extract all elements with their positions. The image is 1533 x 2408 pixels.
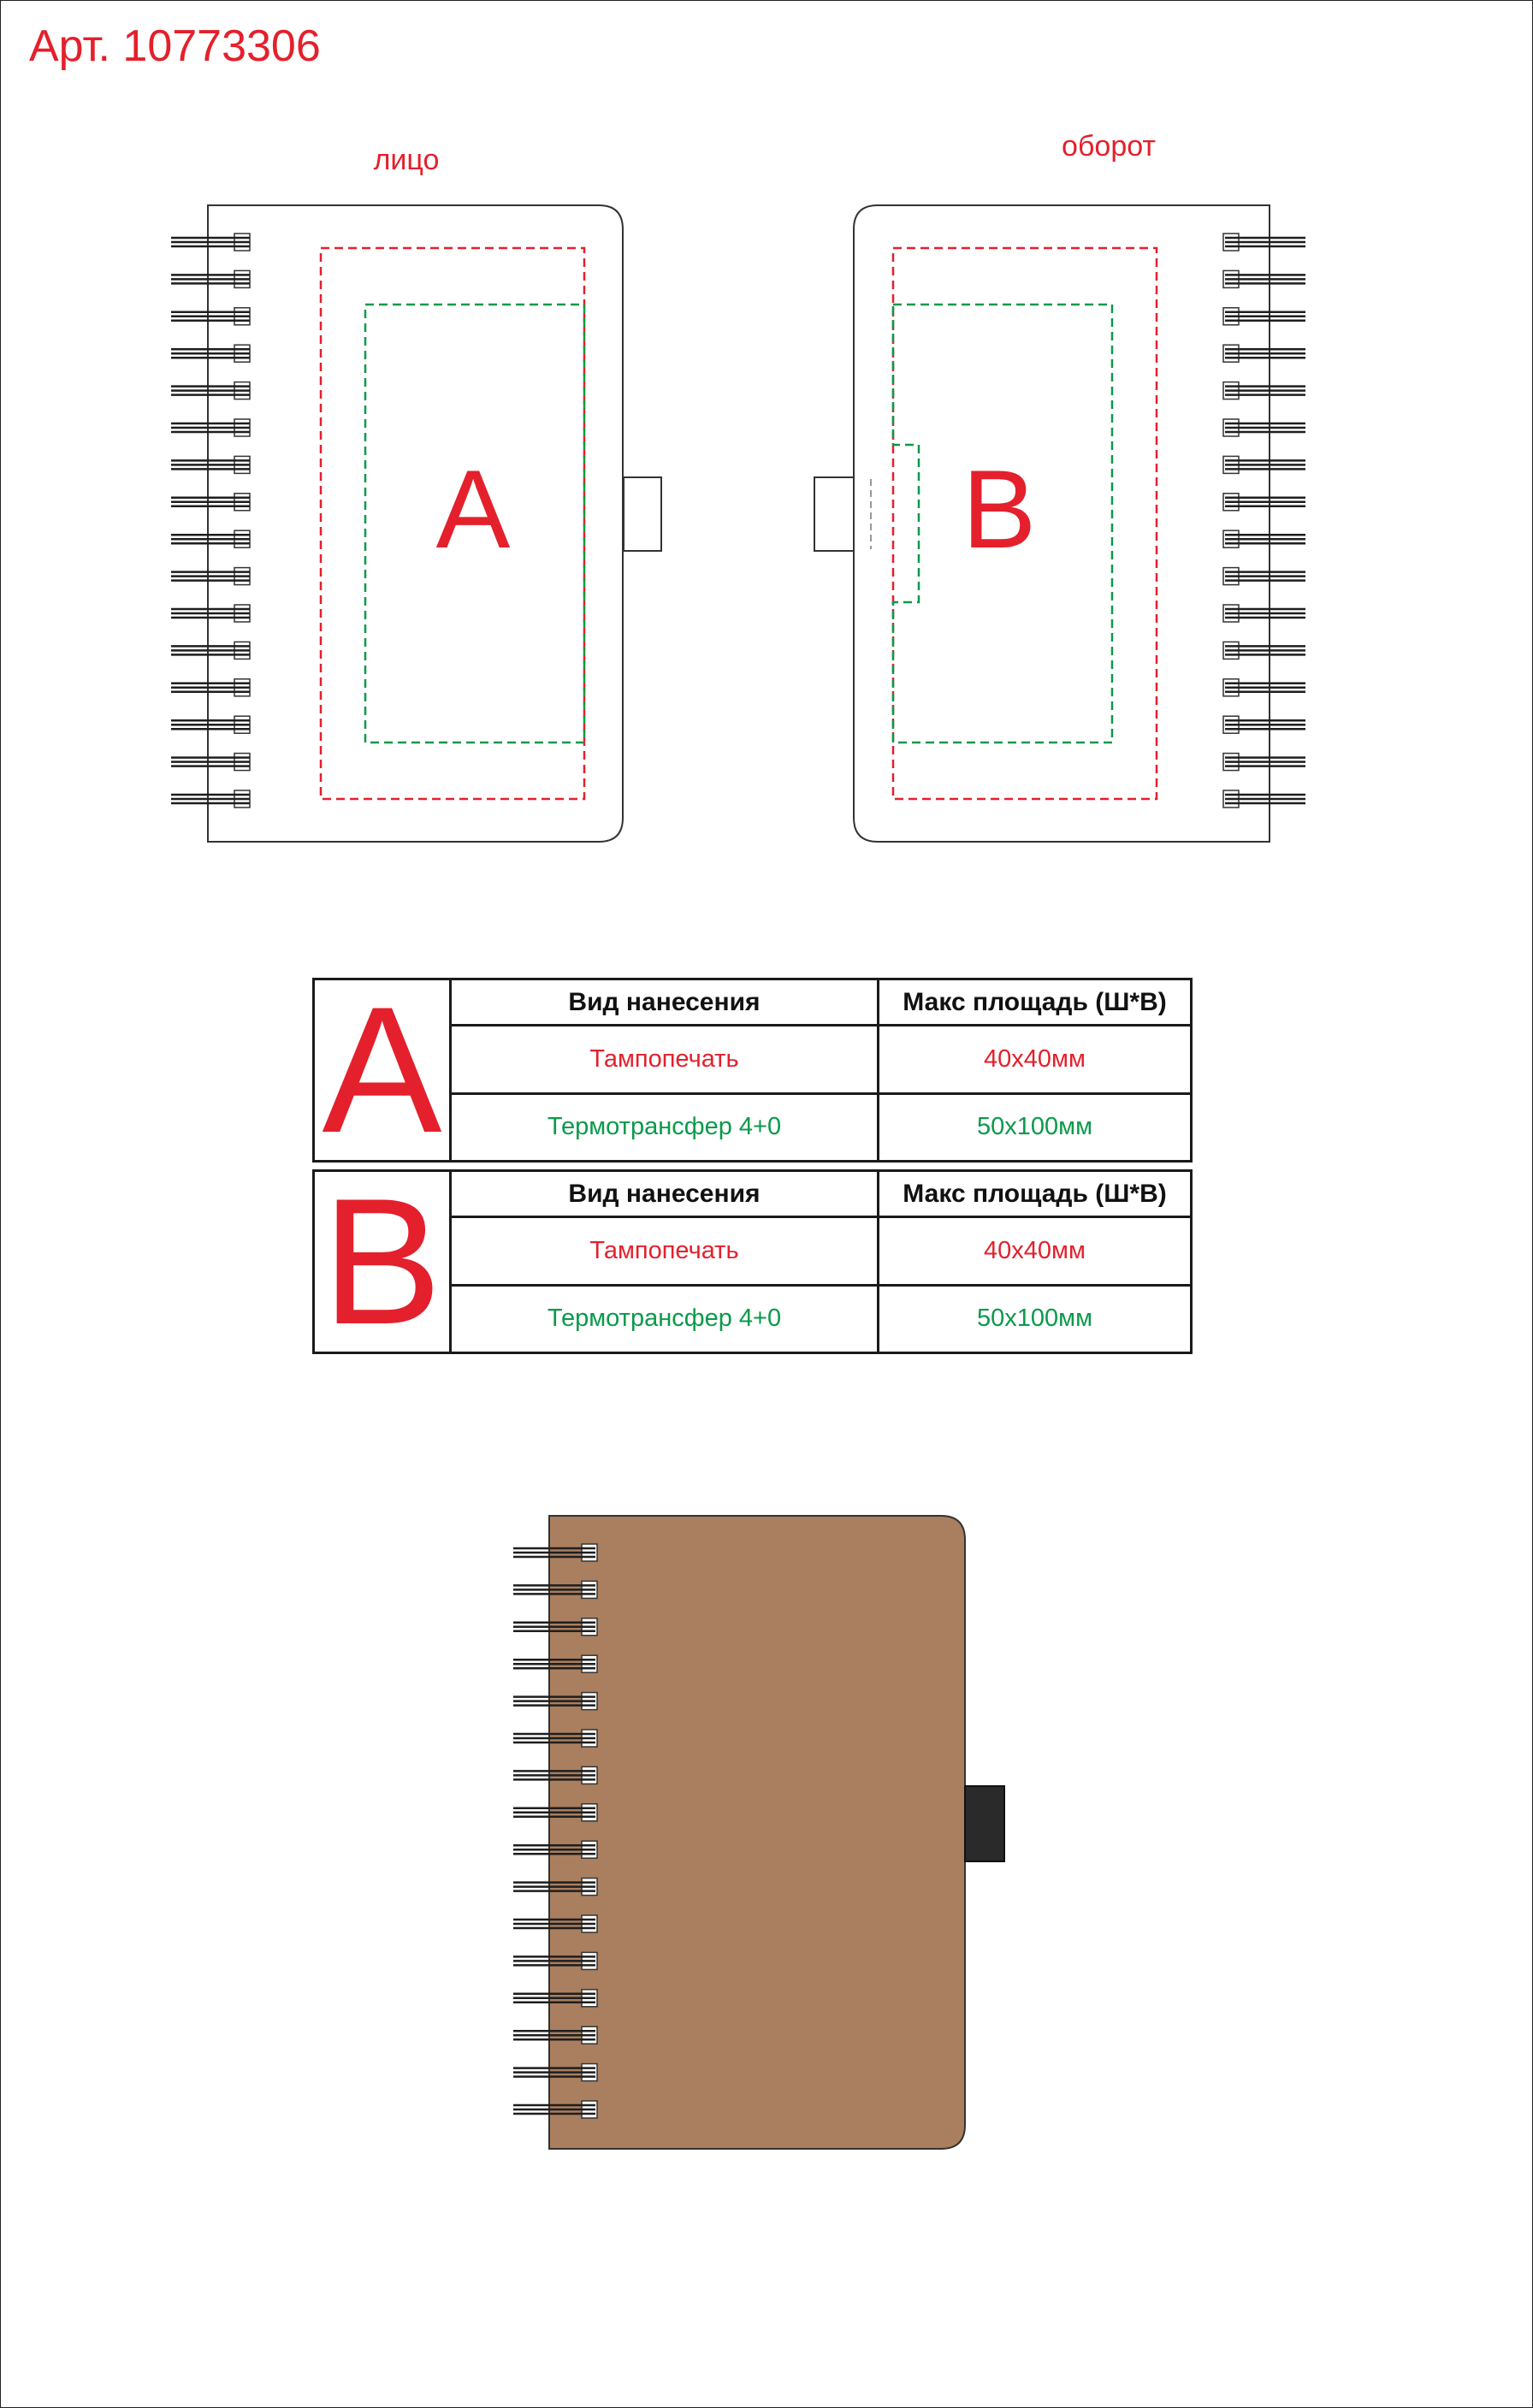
area-pad-print: 40x40мм xyxy=(879,1217,1192,1285)
brown-notebook-cover xyxy=(549,1516,965,2149)
method-pad-print: Тампопечать xyxy=(451,1026,879,1093)
article-title: Арт. 10773306 xyxy=(29,21,321,71)
area-thermotransfer: 50x100мм xyxy=(879,1093,1192,1162)
back-view xyxy=(814,205,1305,842)
zone-b-table-letter: B xyxy=(314,1171,451,1353)
method-thermotransfer: Термотрансфер 4+0 xyxy=(451,1285,879,1353)
front-view-label: лицо xyxy=(373,144,440,176)
product-illustration xyxy=(513,1516,1004,2149)
method-header: Вид нанесения xyxy=(451,1171,879,1217)
zone-a-table-letter: A xyxy=(314,979,451,1162)
area-header: Макс площадь (Ш*В) xyxy=(879,1171,1192,1217)
back-notebook-outline xyxy=(854,205,1270,842)
zone-b-marker: B xyxy=(962,447,1037,571)
zone-a-marker: A xyxy=(435,447,511,571)
area-pad-print: 40x40мм xyxy=(879,1026,1192,1093)
method-header: Вид нанесения xyxy=(451,979,879,1026)
back-pen-clip xyxy=(814,477,854,551)
zone-a-table xyxy=(312,969,1193,1170)
black-pen-clip xyxy=(965,1786,1004,1861)
front-pen-clip xyxy=(624,477,661,551)
back-view-label: оборот xyxy=(1062,130,1156,163)
area-header: Макс площадь (Ш*В) xyxy=(879,979,1192,1026)
area-thermotransfer: 50x100мм xyxy=(879,1285,1192,1353)
front-notebook-outline xyxy=(208,205,623,842)
method-pad-print: Тампопечать xyxy=(451,1217,879,1285)
front-view xyxy=(171,205,661,842)
method-thermotransfer: Термотрансфер 4+0 xyxy=(451,1093,879,1162)
zone-b-table xyxy=(312,1161,1193,1362)
